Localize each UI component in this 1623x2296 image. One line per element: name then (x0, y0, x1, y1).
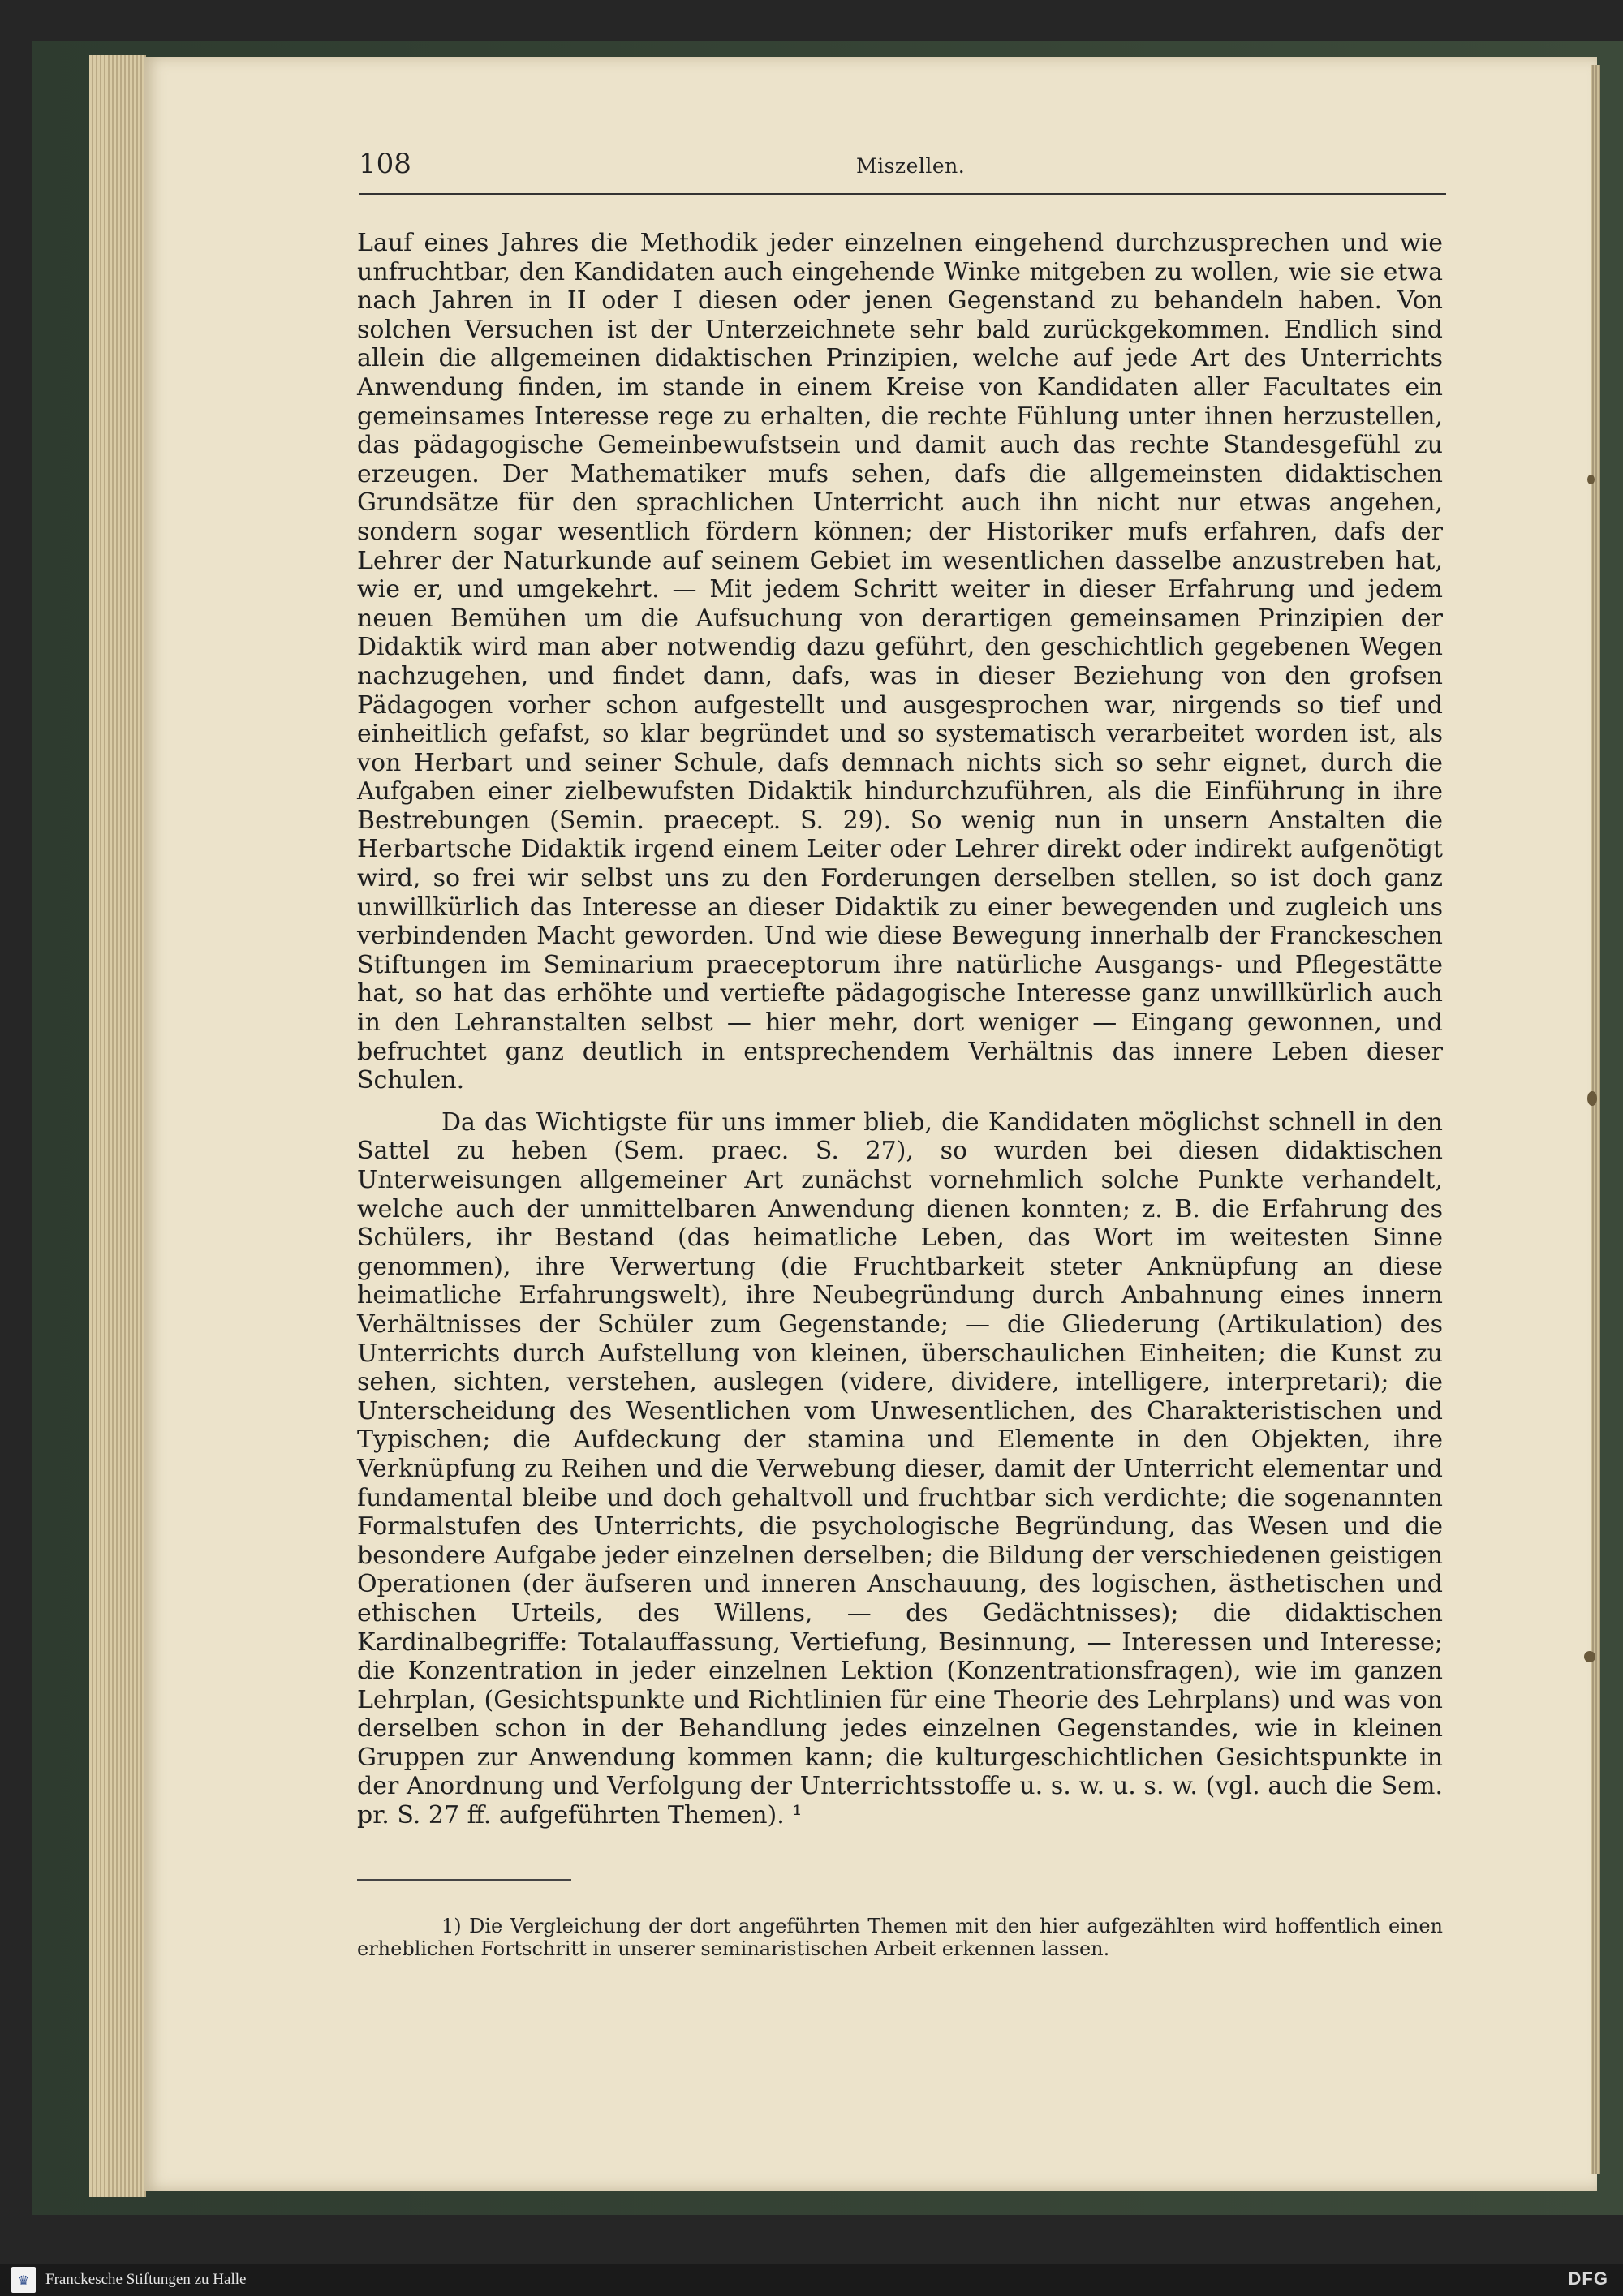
page-number: 108 (359, 148, 411, 180)
running-head: Miszellen. (856, 154, 966, 178)
ink-spot (1584, 1651, 1595, 1662)
ink-spot (1587, 1091, 1597, 1106)
footer-bar (0, 2264, 1623, 2296)
footnote: 1) Die Vergleichung der dort angeführten Themen mit den hier aufgezählten wird hoffentlich einen erheblichen Fortschritt in unserer seminaristischen Arbeit erkennen lassen. (357, 1915, 1443, 1960)
ink-spot (1587, 475, 1595, 484)
footnote-rule (357, 1879, 571, 1881)
body-text (357, 229, 1443, 1830)
francke-logo-icon: ♛ (11, 2267, 36, 2293)
header-rule (359, 193, 1446, 195)
page-edges (89, 55, 146, 2197)
right-page-edge (1591, 65, 1600, 2174)
footer-funder: DFG (1568, 2268, 1608, 2289)
footer-institution: Franckesche Stiftungen zu Halle (45, 2271, 247, 2288)
paragraph: Lauf eines Jahres die Methodik jeder einzelnen eingehend durchzusprechen und wie unfruchtbar, den Kandidaten auch eingehende Winke mitgeben zu wollen, wie sie etwa nach Jahren in II oder I diesen oder jenen Gegenstand zu behandeln haben. Von solchen Versuchen ist der Unterzeichnete sehr bald zurückgekommen. Endlich sind allein die allgemeinen didaktischen Prinzipien, welche auf jede Art des Unterrichts Anwendung finden, im stande in einem Kreise von Kandidaten aller Facultates ein gemeinsames Interesse rege zu erhalten, die rechte Fühlung unter ihnen herzustellen, das pädagogische Gemeinbewufstsein und damit auch das rechte Standesgefühl zu erzeugen. Der Mathematiker mufs sehen, dafs die allgemeinsten didaktischen Grundsätze für den sprachlichen Unterricht auch ihn nicht nur etwas angehen, sondern sogar wesentlich fördern können; der Historiker mufs erfahren, dafs der Lehrer der Naturkunde auf seinem Gebiet im wesentlichen dasselbe anzustreben hat, wie er, und umgekehrt. — Mit jedem Schritt weiter in dieser Erfahrung und jedem neuen Bemühen um die Aufsuchung von derartigen gemeinsamen Prinzipien der Didaktik wird man aber notwendig dazu geführt, den geschichtlich gegebenen Wegen nachzugehen, und findet dann, dafs, was in dieser Beziehung von den grofsen Pädagogen vorher schon aufgestellt und ausgesprochen war, nirgends so tief und einheitlich gefafst, so klar begründet und so systematisch verarbeitet worden ist, als von Herbart und seiner Schule, dafs demnach nichts sich so sehr eignet, durch die Aufgaben einer zielbewufsten Didaktik hindurchzuführen, als die Einführung in ihre Bestrebungen (Semin. praecept. S. 29). So wenig nun in unsern Anstalten die Herbartsche Didaktik irgend einem Leiter oder Lehrer direkt oder indirekt aufgenötigt wird, so frei wir selbst uns zu den Forderungen derselben stellen, so ist doch ganz unwillkürlich das Interesse an dieser Didaktik zu einer bewegenden und zugleich uns verbindenden Macht geworden. Und wie diese Bewegung innerhalb der Franckeschen Stiftungen im Seminarium praeceptorum ihre natürliche Ausgangs- und Pflegestätte hat, so hat das erhöhte und vertiefte pädagogische Interesse ganz unwillkürlich auch in den Lehranstalten selbst — hier mehr, dort weniger — Eingang gewonnen, und befruchtet ganz deutlich in entsprechendem Verhältnis das innere Leben dieser Schulen. (357, 229, 1443, 1095)
paragraph: Da das Wichtigste für uns immer blieb, die Kandidaten möglichst schnell in den Sattel zu heben (Sem. praec. S. 27), so wurden bei diesen didaktischen Unterweisungen allgemeiner Art zunächst vornehmlich solche Punkte verhandelt, welche auch der unmittelbaren Anwendung dienen konnten; z. B. die Erfahrung des Schülers, ihr Bestand (das heimatliche Leben, das Wort im weitesten Sinne genommen), ihre Verwertung (die Fruchtbarkeit steter Anknüpfung an diese heimatliche Erfahrungswelt), ihre Neubegründung durch Anbahnung eines innern Verhältnisses der Schüler zum Gegenstande; — die Gliederung (Artikulation) des Unterrichts durch Aufstellung von kleinen, überschaulichen Einheiten; die Kunst zu sehen, sichten, verstehen, auslegen (videre, dividere, intelligere, interpretari); die Unterscheidung des Wesentlichen vom Unwesentlichen, des Charakteristischen und Typischen; die Aufdeckung der stamina und Elemente in den Objekten, ihre Verknüpfung zu Reihen und die Verwebung dieser, damit der Unterricht elementar und fundamental bleibe und doch gehaltvoll und fruchtbar sich verdichte; die sogenannten Formalstufen des Unterrichts, die psychologische Begründung, das Wesen und die besondere Aufgabe jeder einzelnen derselben; die Bildung der verschiedenen geistigen Operationen (der äufseren und inneren Anschauung, des logischen, ästhetischen und ethischen Urteils, des Willens, — des Gedächtnisses); die didaktischen Kardinalbegriffe: Totalauffassung, Vertiefung, Besinnung, — Interessen und Interesse; die Konzentration in jeder einzelnen Lektion (Konzentrationsfragen), wie im ganzen Lehrplan, (Gesichtspunkte und Richtlinien für eine Theorie des Lehrplans) und was von derselben schon in der Behandlung jedes einzelnen Gegenstandes, wie in kleinen Gruppen zur Anwendung kommen kann; die kulturgeschichtlichen Gesichtspunkte in der Anordnung und Verfolgung der Unterrichtsstoffe u. s. w. u. s. w. (vgl. auch die Sem. pr. S. 27 ff. aufgeführten Themen). ¹ (357, 1107, 1443, 1830)
